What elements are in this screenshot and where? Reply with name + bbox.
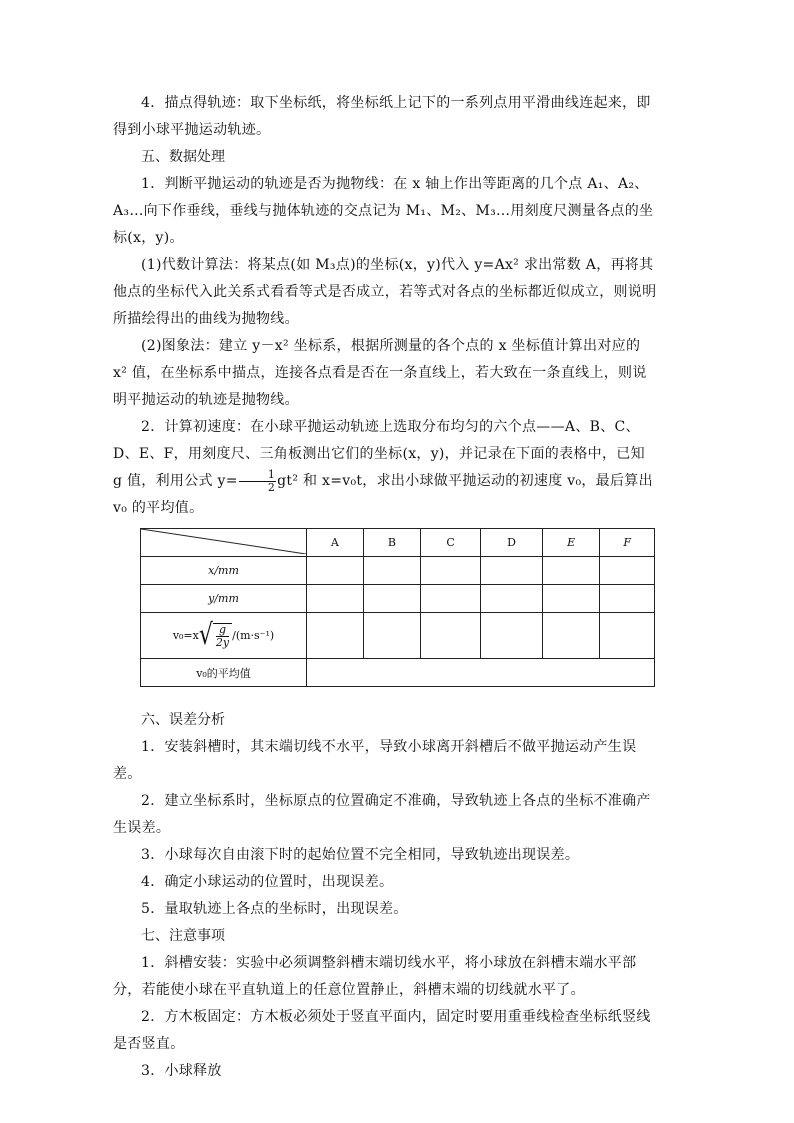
column-header-c: C <box>421 529 481 557</box>
v0-unit: /(m·s⁻¹) <box>232 628 275 642</box>
error-item-5: 5．量取轨迹上各点的坐标时，出现误差。 <box>141 901 408 917</box>
table-cell[interactable] <box>363 585 421 613</box>
table-cell[interactable] <box>421 613 481 659</box>
table-cell[interactable] <box>600 557 655 585</box>
section5-heading: 五、数据处理 <box>141 149 225 165</box>
table-cell[interactable] <box>421 585 481 613</box>
formula-text-a: 2．计算初速度：在小球平抛运动轨迹上选取分布均匀的六个点——A、B、C、D、E、F，用刻度尺、三角板测出它们的坐标(x，y)，并记录在下面的表格中，已知 g 值，利用公式 y= <box>113 419 645 489</box>
column-header-d: D <box>480 529 542 557</box>
radical-sign: √ <box>198 618 213 652</box>
radicand-denominator: 2y <box>215 635 230 649</box>
section5-paragraph-2: (1)代数计算法：将某点(如 M₃点)的坐标(x，y)代入 y=Ax² 求出常数 A，再将其他点的坐标代入此关系式看看等式是否成立，若等式对各点的坐标都近似成立，则说明所描绘得出的曲线为抛物线。 <box>113 257 657 327</box>
table-cell[interactable] <box>480 613 542 659</box>
v0-prefix: v₀=x <box>172 628 199 642</box>
table-cell[interactable] <box>543 585 600 613</box>
row-label-v0 <box>141 613 307 659</box>
table-cell[interactable] <box>307 557 364 585</box>
section5-paragraph-1: 1．判断平抛运动的轨迹是否为抛物线：在 x 轴上作出等距离的几个点 A₁、A₂、A₃…向下作垂线，垂线与抛体轨迹的交点记为 M₁、M₂、M₃…用刻度尺测量各点的坐标(x，y)。 <box>113 176 654 246</box>
section5-paragraph-3: (2)图象法：建立 y－x² 坐标系，根据所测量的各个点的 x 坐标值计算出对应的 x² 值，在坐标系中描点，连接各点看是否在一条直线上，若大致在一条直线上，则说明平抛运动的轨迹是抛物线。 <box>113 338 647 408</box>
one-half-fraction <box>239 469 276 494</box>
table-row <box>141 613 655 659</box>
table-cell[interactable] <box>600 585 655 613</box>
error-item-1: 1．安装斜槽时，其末端切线不水平，导致小球离开斜槽后不做平抛运动产生误差。 <box>113 739 637 782</box>
table-cell[interactable] <box>363 613 421 659</box>
section6-heading: 六、误差分析 <box>141 712 225 728</box>
row-label-y: y/mm <box>141 585 307 613</box>
section5-paragraph-4 <box>113 414 658 522</box>
table-cell[interactable] <box>363 557 421 585</box>
column-header-b: B <box>363 529 421 557</box>
row-label-x: x/mm <box>141 557 307 585</box>
table-cell[interactable] <box>480 585 542 613</box>
radicand <box>213 623 232 649</box>
document-body <box>113 90 658 1085</box>
table-cell[interactable] <box>307 585 364 613</box>
table-cell[interactable] <box>543 557 600 585</box>
formula-text-b: gt² 和 x=v₀t，求出小球做平抛运动的初速度 v₀，最后算出 v₀ 的平均值。 <box>113 473 653 516</box>
table-cell[interactable] <box>421 557 481 585</box>
table-cell-average[interactable] <box>307 659 655 687</box>
table-header-row <box>141 529 655 557</box>
table-cell[interactable] <box>600 613 655 659</box>
radicand-numerator: g <box>216 624 229 637</box>
fraction-numerator: 1 <box>239 469 276 482</box>
error-item-3: 3．小球每次自由滚下时的起始位置不完全相同，导致轨迹出现误差。 <box>141 847 580 863</box>
section7-heading: 七、注意事项 <box>141 928 225 944</box>
data-table <box>140 528 655 687</box>
table-row <box>141 585 655 613</box>
note-item-2: 2．方木板固定：方木板必须处于竖直平面内，固定时要用重垂线检查坐标纸竖线是否竖直。 <box>113 1009 651 1052</box>
column-header-a: A <box>307 529 364 557</box>
fraction-denominator: 2 <box>267 480 276 494</box>
table-row <box>141 659 655 687</box>
table-corner-cell <box>141 529 307 557</box>
table-cell[interactable] <box>543 613 600 659</box>
row-label-average: v₀的平均值 <box>141 659 307 687</box>
diagonal-line <box>141 529 306 554</box>
note-item-3: 3．小球释放 <box>141 1063 222 1079</box>
note-item-1: 1．斜槽安装：实验中必须调整斜槽末端切线水平，将小球放在斜槽末端水平部分，若能使小球在平直轨道上的任意位置静止，斜槽末端的切线就水平了。 <box>113 955 637 998</box>
table-row <box>141 557 655 585</box>
step4-paragraph: 4．描点得轨迹：取下坐标纸，将坐标纸上记下的一系列点用平滑曲线连起来，即得到小球平抛运动轨迹。 <box>113 95 651 138</box>
error-item-2: 2．建立坐标系时，坐标原点的位置确定不准确，导致轨迹上各点的坐标不准确产生误差。 <box>113 793 651 836</box>
column-header-f: F <box>600 529 655 557</box>
column-header-e: E <box>543 529 600 557</box>
error-item-4: 4．确定小球运动的位置时，出现误差。 <box>141 874 394 890</box>
square-root <box>198 618 232 652</box>
table-cell[interactable] <box>480 557 542 585</box>
table-cell[interactable] <box>307 613 364 659</box>
